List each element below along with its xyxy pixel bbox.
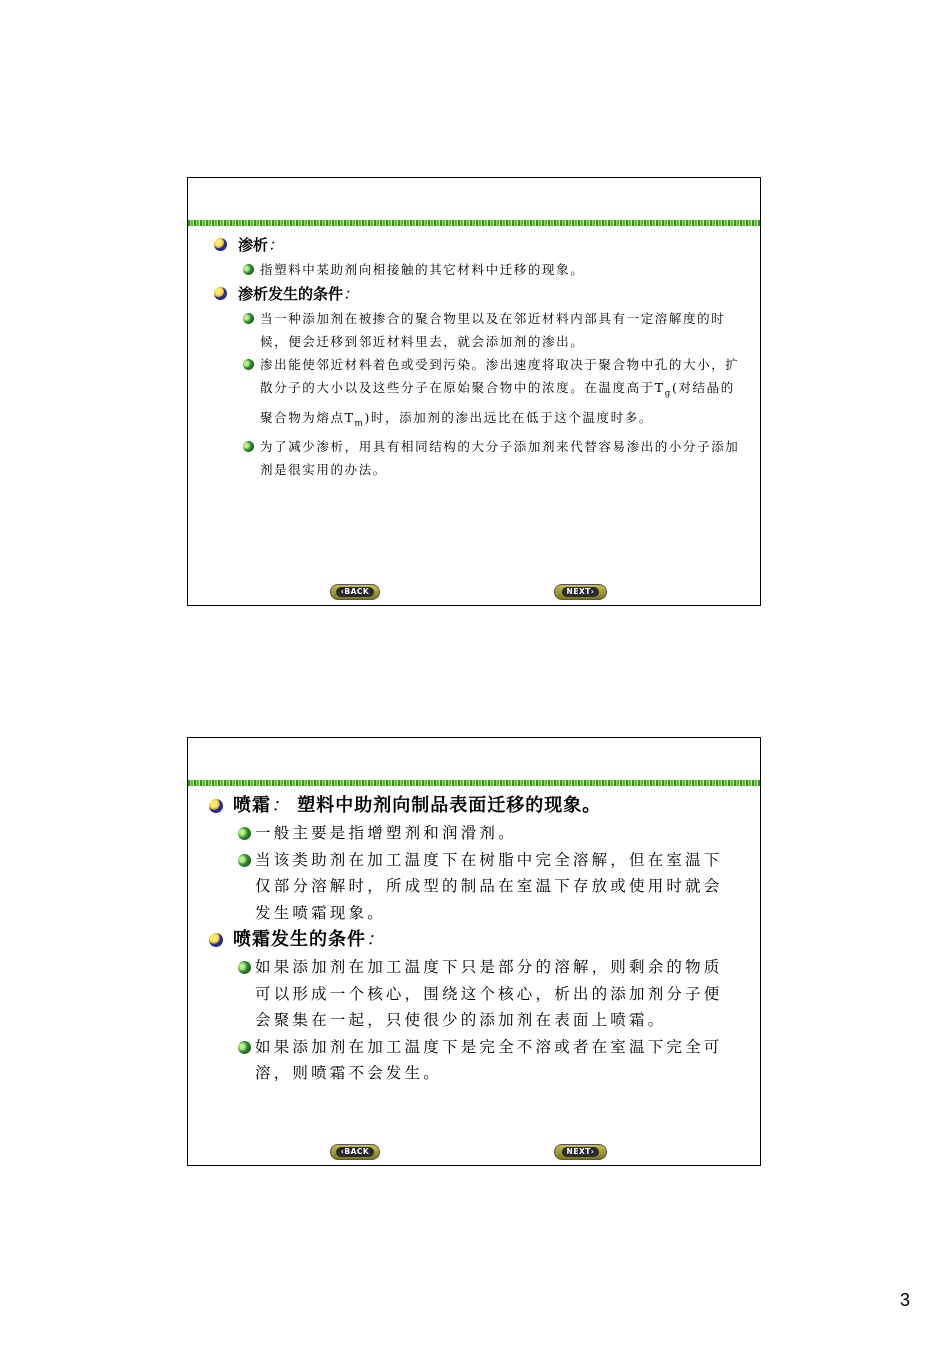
bullet-item: 一般主要是指增塑剂和润滑剂。 bbox=[188, 820, 760, 847]
leaf-bullet-icon bbox=[236, 1039, 253, 1056]
round-bullet-icon bbox=[214, 287, 227, 300]
bullet-item: 当该类助剂在加工温度下在树脂中完全溶解，但在室温下仅部分溶解时，所成型的制品在室温下存放或使用时就会发生喷霜现象。 bbox=[188, 847, 760, 927]
bullet-heading: 渗析发生的条件： bbox=[188, 281, 760, 307]
slide-1 bbox=[187, 177, 761, 606]
page-number: 3 bbox=[899, 1290, 910, 1310]
decorative-border bbox=[188, 780, 760, 786]
decorative-border bbox=[188, 220, 760, 226]
leaf-bullet-icon bbox=[236, 852, 253, 869]
bullet-item: 为了减少渗析，用具有相同结构的大分子添加剂来代替容易渗出的小分子添加剂是很实用的办法。 bbox=[188, 435, 760, 481]
leaf-bullet-icon bbox=[236, 825, 253, 842]
bullet-item: 如果添加剂在加工温度下只是部分的溶解，则剩余的物质可以形成一个核心，围绕这个核心，析出的添加剂分子便会聚集在一起，只使很少的添加剂在表面上喷霜。 bbox=[188, 954, 760, 1034]
leaf-bullet-icon bbox=[241, 311, 255, 325]
bullet-item: 如果添加剂在加工温度下是完全不溶或者在室温下完全可溶，则喷霜不会发生。 bbox=[188, 1034, 760, 1087]
round-bullet-icon bbox=[209, 933, 223, 947]
leaf-bullet-icon bbox=[236, 959, 253, 976]
bullet-item: 当一种添加剂在被掺合的聚合物里以及在邻近材料内部具有一定溶解度的时候，便会迁移到邻近材料里去，就会添加剂的渗出。 bbox=[188, 307, 760, 353]
leaf-bullet-icon bbox=[241, 439, 255, 453]
round-bullet-icon bbox=[209, 799, 223, 813]
bullet-item: 渗出能使邻近材料着色或受到污染。渗出速度将取决于聚合物中孔的大小，扩散分子的大小以及这些分子在原始聚合物中的浓度。在温度高于$T_g$(对结晶的聚合物为熔点$T_m$)时，添加剂的渗出远比在低于这个温度时多。 bbox=[188, 353, 760, 435]
slide-content bbox=[188, 232, 760, 481]
round-bullet-icon bbox=[214, 238, 227, 251]
slide-2 bbox=[187, 737, 761, 1166]
bullet-item: 指塑料中某助剂向相接触的其它材料中迁移的现象。 bbox=[188, 258, 760, 281]
next-button[interactable]: NEXT› bbox=[554, 584, 607, 600]
bullet-heading: 渗析： bbox=[188, 232, 760, 258]
leaf-bullet-icon bbox=[241, 357, 255, 371]
next-button[interactable]: NEXT› bbox=[554, 1144, 607, 1160]
back-button[interactable]: ‹BACK bbox=[330, 584, 380, 600]
leaf-bullet-icon bbox=[241, 262, 255, 276]
back-button[interactable]: ‹BACK bbox=[330, 1144, 380, 1160]
bullet-heading: 喷霜发生的条件： bbox=[188, 926, 760, 954]
bullet-heading: 喷霜： 塑料中助剂向制品表面迁移的现象。 bbox=[188, 792, 760, 820]
slide-content bbox=[188, 792, 760, 1087]
